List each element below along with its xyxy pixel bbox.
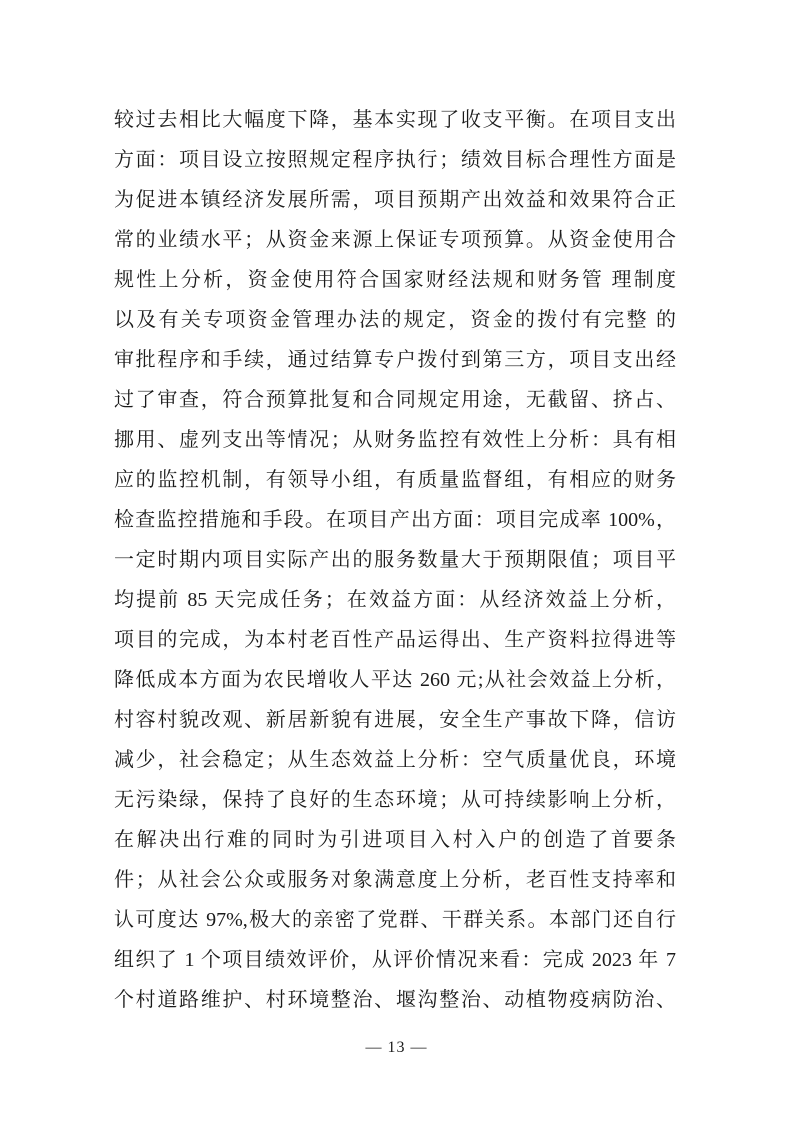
text-line: 件；从社会公众或服务对象满意度上分析，老百性支持率和 — [114, 869, 676, 891]
text-line: 为促进本镇经济发展所需，项目预期产出效益和效果符合正 — [114, 189, 676, 211]
text-line: 一定时期内项目实际产出的服务数量大于预期限值；项目平 — [114, 549, 676, 571]
text-line: 检查监控措施和手段。在项目产出方面：项目完成率 100%， — [114, 509, 676, 531]
body-text — [114, 100, 676, 1020]
text-line: 规性上分析，资金使用符合国家财经法规和财务管 理制度 — [114, 269, 676, 291]
text-line: 挪用、虚列支出等情况；从财务监控有效性上分析：具有相 — [114, 429, 676, 451]
text-line: 个村道路维护、村环境整治、堰沟整治、动植物疫病防治、 — [114, 989, 676, 1011]
text-line: 认可度达 97%,极大的亲密了党群、干群关系。本部门还自行 — [114, 909, 676, 931]
text-line: 无污染绿，保持了良好的生态环境；从可持续影响上分析， — [114, 789, 676, 811]
text-line: 均提前 85 天完成任务；在效益方面：从经济效益上分析， — [114, 589, 676, 611]
text-line: 过了审查，符合预算批复和合同规定用途，无截留、挤占、 — [114, 389, 676, 411]
text-line: 减少，社会稳定；从生态效益上分析：空气质量优良，环境 — [114, 749, 676, 771]
text-line: 村容村貌改观、新居新貌有进展，安全生产事故下降，信访 — [114, 709, 676, 731]
text-line: 常的业绩水平；从资金来源上保证专项预算。从资金使用合 — [114, 229, 676, 251]
text-line: 方面：项目设立按照规定程序执行；绩效目标合理性方面是 — [114, 149, 676, 171]
text-line: 审批程序和手续，通过结算专户拨付到第三方，项目支出经 — [114, 349, 676, 371]
text-line: 应的监控机制，有领导小组，有质量监督组，有相应的财务 — [114, 469, 676, 491]
text-line: 项目的完成，为本村老百性产品运得出、生产资料拉得进等 — [114, 629, 676, 651]
page-number: — 13 — — [365, 1039, 428, 1056]
text-line: 降低成本方面为农民增收人平达 260 元;从社会效益上分析， — [114, 669, 676, 691]
text-line: 以及有关专项资金管理办法的规定，资金的拨付有完整 的 — [114, 309, 676, 331]
text-line: 较过去相比大幅度下降，基本实现了收支平衡。在项目支出 — [114, 109, 676, 131]
text-line: 组织了 1 个项目绩效评价，从评价情况来看：完成 2023 年 7 — [114, 949, 676, 971]
text-line: 在解决出行难的同时为引进项目入村入户的创造了首要条 — [114, 829, 676, 851]
